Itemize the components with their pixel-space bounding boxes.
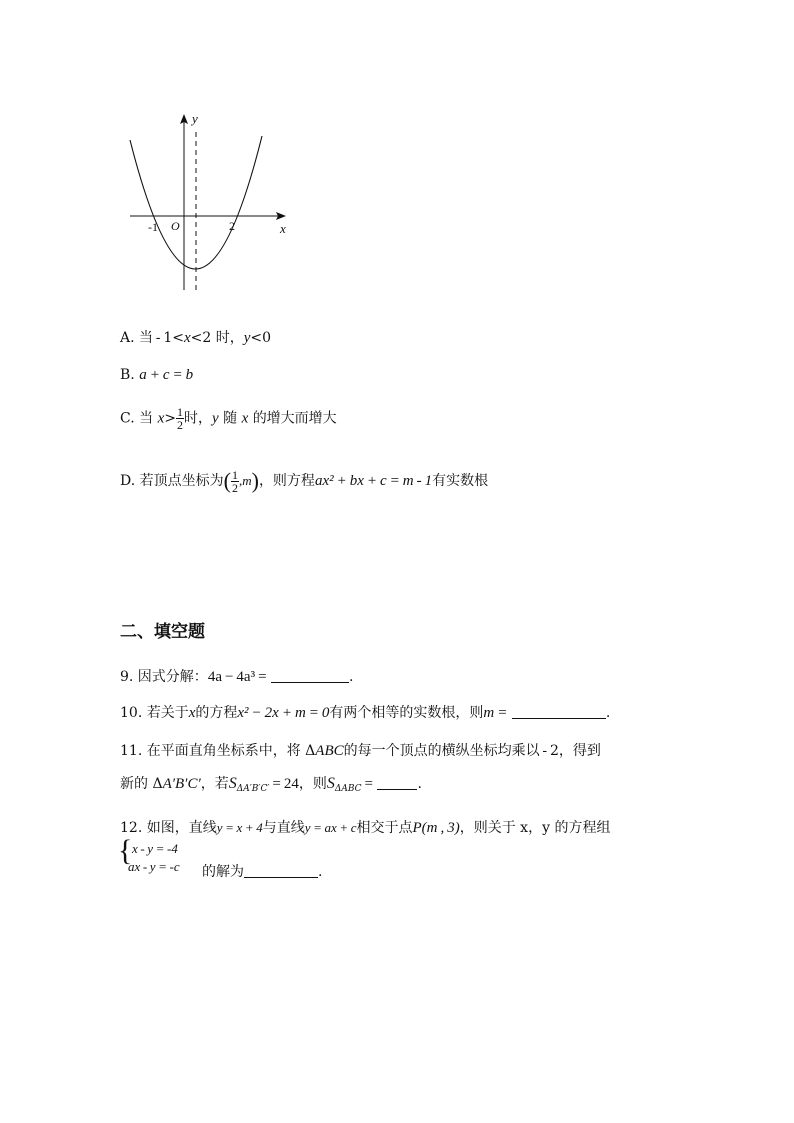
parabola-graph xyxy=(120,108,300,298)
q10-mid2: 有两个相等的实数根，则 xyxy=(329,705,484,721)
question-11-line-2 xyxy=(120,773,422,794)
q12-brace: { xyxy=(118,834,133,867)
question-11-line-1 xyxy=(120,740,601,760)
q11-s2-sub: ΔABC xyxy=(334,784,362,794)
option-c-y: y xyxy=(211,410,219,427)
option-d-paren-close: ) xyxy=(251,468,259,493)
q10-m-eq: m = xyxy=(483,705,508,721)
q12-label: 12. 如图，直线 xyxy=(120,820,217,836)
q11-s2: S xyxy=(326,775,335,792)
option-d: D. 若顶点坐标为( $\frac{1}{2}$ ,m)，则方程ax² + bx + c = m - 1有实数根 xyxy=(120,467,489,495)
option-b-label: B. xyxy=(120,367,135,383)
q11-line2b: ，若 xyxy=(200,776,229,792)
q10-var: x xyxy=(188,705,196,721)
q11-s2-eq: = xyxy=(361,776,373,792)
q12-end: . xyxy=(318,864,323,880)
question-9 xyxy=(120,666,353,686)
option-d-frac-den: 2 xyxy=(231,480,238,495)
q11-line2a: 新的 Δ xyxy=(120,776,163,792)
question-12-line-2 xyxy=(202,861,322,881)
option-c-tail: 的增大而增大 xyxy=(252,410,337,427)
q9-label: 9. 因式分解： xyxy=(120,669,208,685)
tick-label-neg1: -1 xyxy=(148,220,158,234)
q12-system-eq-2: ax - y = -c xyxy=(128,859,180,874)
q12-line2: y = ax + c xyxy=(304,820,357,835)
option-c-mid2: 随 xyxy=(223,410,238,427)
question-12-line-1 xyxy=(120,817,610,837)
option-a-mid: <2 时， xyxy=(190,330,244,346)
tick-label-2: 2 xyxy=(229,219,235,233)
option-d-frac-num: 1 xyxy=(231,467,238,482)
option-a-y: y xyxy=(243,330,251,346)
q12-system-eq-1: x - y = -4 xyxy=(132,841,178,856)
option-d-m: m xyxy=(242,473,252,488)
option-b-expr: a + c = b xyxy=(139,367,194,383)
option-d-label: D. 若顶点坐标为 xyxy=(120,473,224,489)
q12-after: 的解为 xyxy=(202,864,244,880)
option-d-paren-open: ( xyxy=(223,468,231,493)
q10-label: 10. 若关于 xyxy=(120,705,189,721)
q11-line2c: ，则 xyxy=(298,776,327,792)
q11-answer-blank[interactable] xyxy=(377,775,417,790)
q11-line1b: 的每一个顶点的横纵坐标均乘以 - 2，得到 xyxy=(343,743,601,759)
origin-label: O xyxy=(171,219,180,233)
option-c-gt: > xyxy=(164,410,176,427)
q12-equation-system xyxy=(118,834,202,878)
q11-s1-val: = 24 xyxy=(269,776,299,792)
q9-expr: 4a − 4a³ = xyxy=(207,669,267,685)
q9-answer-blank[interactable] xyxy=(271,668,349,683)
option-c-frac-num: 1 xyxy=(176,405,183,419)
option-a-x: x xyxy=(183,330,191,346)
q12-tail: ，则关于 x，y 的方程组 xyxy=(459,820,611,836)
q12-answer-blank[interactable] xyxy=(244,863,318,878)
option-a xyxy=(120,327,271,347)
q10-end: . xyxy=(605,705,611,721)
option-c xyxy=(120,406,337,431)
option-c-frac-den: 2 xyxy=(176,418,183,432)
option-c-x: x xyxy=(157,410,165,427)
option-a-label: A. 当 - 1< xyxy=(120,330,184,346)
option-b xyxy=(120,367,193,384)
q11-abc: ABC xyxy=(315,743,344,759)
option-c-x2: x xyxy=(241,410,249,427)
option-d-tail: 有实数根 xyxy=(432,473,489,489)
option-c-mid: 时， xyxy=(183,410,212,427)
q12-mid: 与直线 xyxy=(262,820,305,836)
q10-eq: x² − 2x + m = 0 xyxy=(237,705,330,721)
option-c-fraction xyxy=(176,406,184,431)
q11-line1: 11. 在平面直角坐标系中，将 Δ xyxy=(120,743,316,759)
axis-x-label: x xyxy=(280,221,286,236)
question-10 xyxy=(120,702,610,722)
q11-abc2: A′B′C′ xyxy=(162,776,201,792)
q12-point: P(m , 3) xyxy=(412,820,460,836)
section-title: 二、填空题 xyxy=(120,622,205,642)
q12-line1: y = x + 4 xyxy=(216,820,263,835)
q11-s1: S xyxy=(228,775,237,792)
axis-y-label: y xyxy=(192,111,198,126)
option-d-fraction xyxy=(231,469,239,494)
q10-mid: 的方程 xyxy=(195,705,238,721)
q11-s1-sub: ΔA′B′C′ xyxy=(236,784,270,794)
option-c-label: C. 当 xyxy=(120,410,154,427)
option-a-tail: <0 xyxy=(250,330,272,346)
option-d-mid: ，则方程 xyxy=(258,473,315,489)
q12-mid2: 相交于点 xyxy=(356,820,413,836)
option-d-eq: ax² + bx + c = m - 1 xyxy=(314,473,433,489)
q9-end: . xyxy=(349,669,354,685)
q11-end: . xyxy=(417,776,422,792)
q10-answer-blank[interactable] xyxy=(512,704,606,719)
